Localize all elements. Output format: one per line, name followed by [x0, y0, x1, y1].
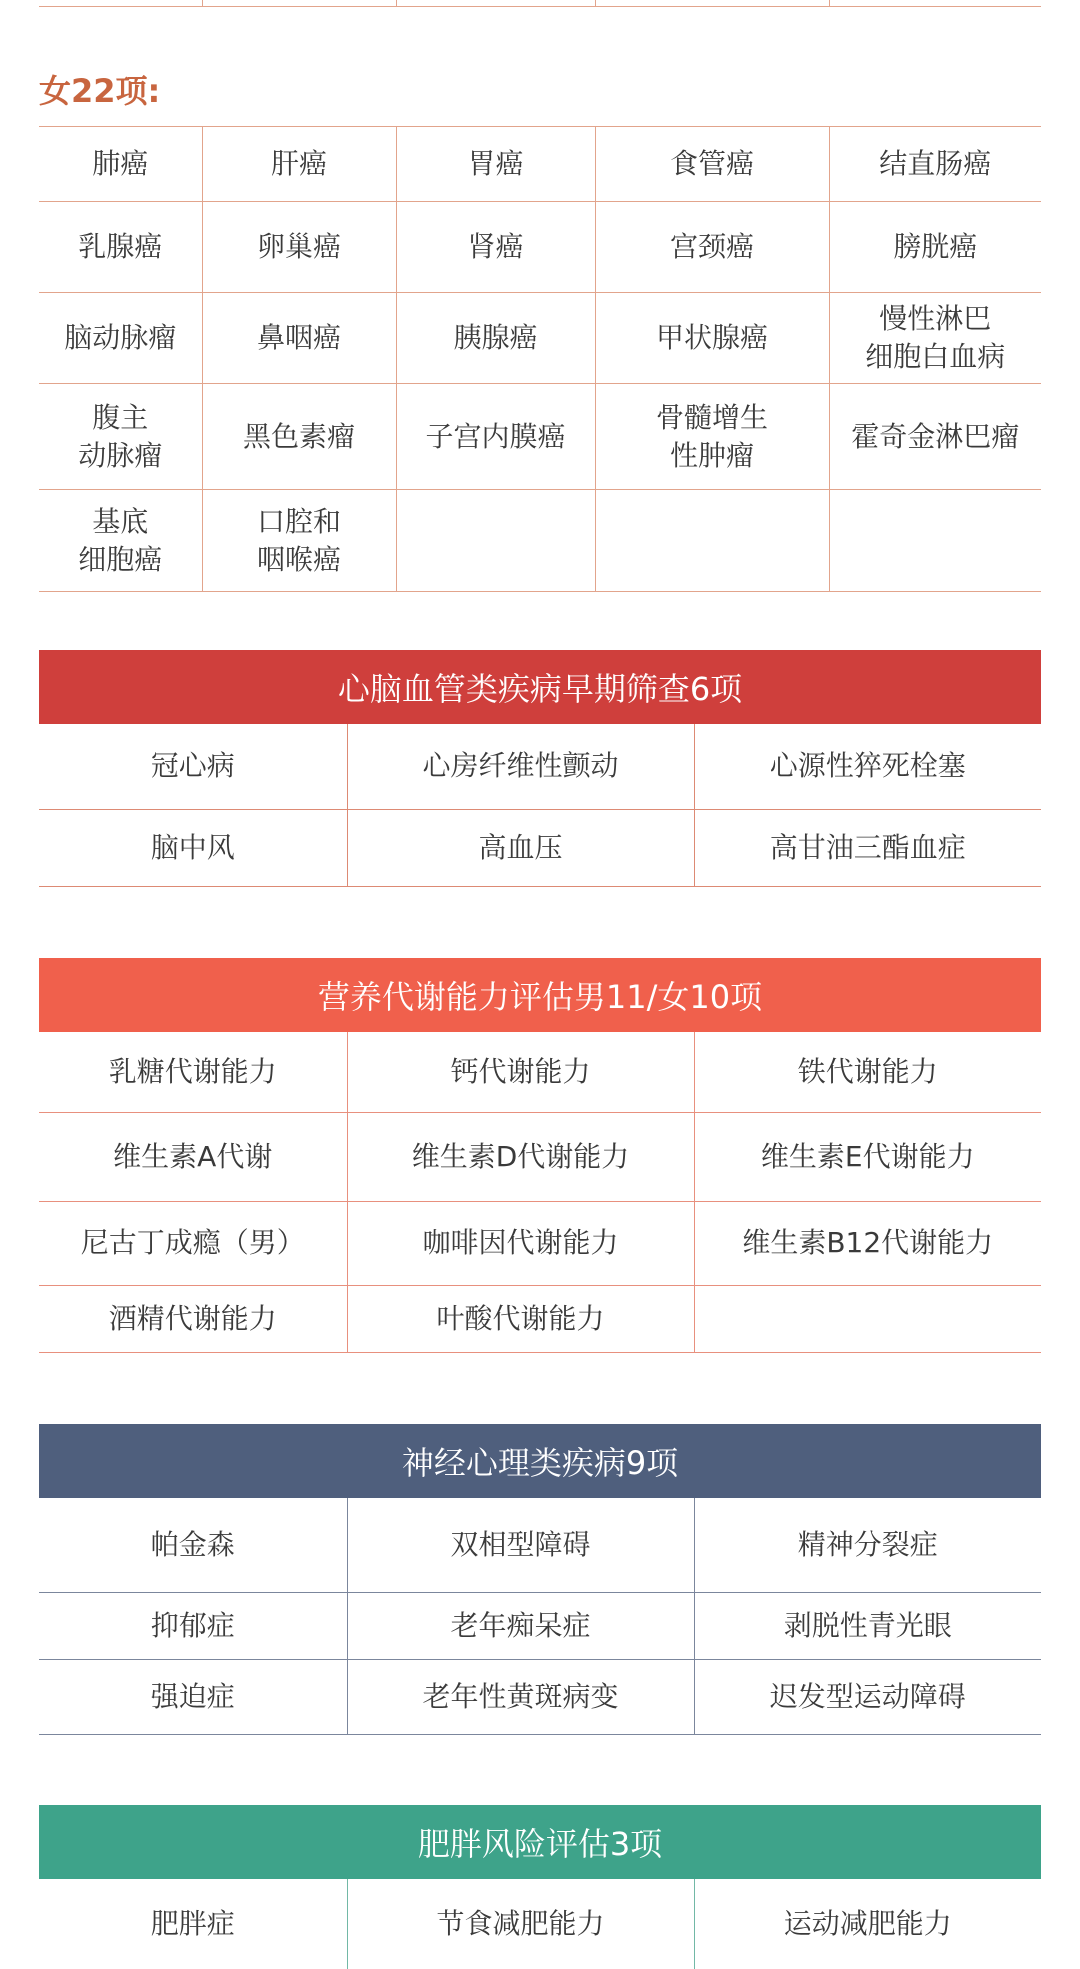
table-cell: 维生素D代谢能力	[347, 1112, 694, 1201]
table-cell: 胰腺癌	[396, 293, 595, 384]
table-cell: 运动减肥能力	[783, 1907, 952, 1940]
table-cell: 冠心病	[39, 724, 347, 809]
table-cell: 鼻咽癌	[202, 293, 396, 384]
nutrition-section-header: 营养代谢能力评估男11/女10项	[39, 958, 1041, 1032]
table-cell: 脑中风	[39, 809, 347, 886]
previous-table-stub	[39, 0, 1041, 7]
table-cell: 高甘油三酯血症	[694, 809, 1041, 886]
table-cell: 霍奇金淋巴瘤	[829, 384, 1041, 490]
table-cell: 卵巢癌	[202, 202, 396, 293]
table-cell: 脑动脉瘤	[39, 293, 202, 384]
table-cell: 抑郁症	[39, 1592, 347, 1659]
table-cell: 剥脱性青光眼	[694, 1592, 1041, 1659]
neuro-section-header: 神经心理类疾病9项	[39, 1424, 1041, 1498]
table-cell: 心源性猝死栓塞	[694, 724, 1041, 809]
table-cell: 双相型障碍	[347, 1498, 694, 1592]
table-cell: 迟发型运动障碍	[694, 1659, 1041, 1734]
nutrition-section	[39, 958, 1041, 1353]
table-cell: 维生素B12代谢能力	[694, 1201, 1041, 1285]
table-cell: 尼古丁成瘾（男）	[39, 1201, 347, 1285]
table-cell: 肝癌	[202, 127, 396, 202]
table-cell: 腹主 动脉瘤	[39, 384, 202, 490]
table-cell: 钙代谢能力	[347, 1032, 694, 1112]
table-cell: 强迫症	[39, 1659, 347, 1734]
table-cell: 老年性黄斑病变	[347, 1659, 694, 1734]
female-section-label: 女22项:	[39, 72, 161, 110]
neuro-section	[39, 1424, 1041, 1735]
table-cell: 叶酸代谢能力	[347, 1285, 694, 1352]
table-cell: 胃癌	[396, 127, 595, 202]
table-cell: 节食减肥能力	[347, 1879, 694, 1969]
table-cell: 结直肠癌	[829, 127, 1041, 202]
table-cell: 慢性淋巴 细胞白血病	[829, 293, 1041, 384]
female-cancer-table	[39, 126, 1041, 592]
table-cell	[829, 490, 1041, 592]
obesity-section-header: 肥胖风险评估3项	[39, 1805, 1041, 1879]
table-cell: 黑色素瘤	[202, 384, 396, 490]
table-cell	[595, 490, 829, 592]
table-cell: 乳糖代谢能力	[39, 1032, 347, 1112]
table-cell: 心房纤维性颤动	[347, 724, 694, 809]
table-cell	[396, 490, 595, 592]
table-cell: 膀胱癌	[829, 202, 1041, 293]
table-cell: 食管癌	[595, 127, 829, 202]
table-cell: 甲状腺癌	[595, 293, 829, 384]
table-cell: 铁代谢能力	[694, 1032, 1041, 1112]
table-cell: 维生素A代谢	[39, 1112, 347, 1201]
table-cell: 高血压	[347, 809, 694, 886]
table-cell: 肥胖症	[39, 1879, 347, 1969]
table-cell: 老年痴呆症	[347, 1592, 694, 1659]
cardio-section-header: 心脑血管类疾病早期筛查6项	[39, 650, 1041, 724]
table-cell: 帕金森	[39, 1498, 347, 1592]
table-cell: 口腔和 咽喉癌	[202, 490, 396, 592]
cardio-section	[39, 650, 1041, 887]
table-cell: 肺癌	[39, 127, 202, 202]
table-cell: 子宫内膜癌	[396, 384, 595, 490]
table-cell	[694, 1285, 1041, 1352]
table-cell: 肾癌	[396, 202, 595, 293]
table-cell: 咖啡因代谢能力	[347, 1201, 694, 1285]
obesity-section	[39, 1805, 1041, 1969]
table-cell: 乳腺癌	[39, 202, 202, 293]
table-cell: 骨髓增生 性肿瘤	[595, 384, 829, 490]
table-cell: 精神分裂症	[694, 1498, 1041, 1592]
table-cell: 酒精代谢能力	[39, 1285, 347, 1352]
table-cell: 宫颈癌	[595, 202, 829, 293]
table-cell: 维生素E代谢能力	[694, 1112, 1041, 1201]
table-cell: 基底 细胞癌	[39, 490, 202, 592]
